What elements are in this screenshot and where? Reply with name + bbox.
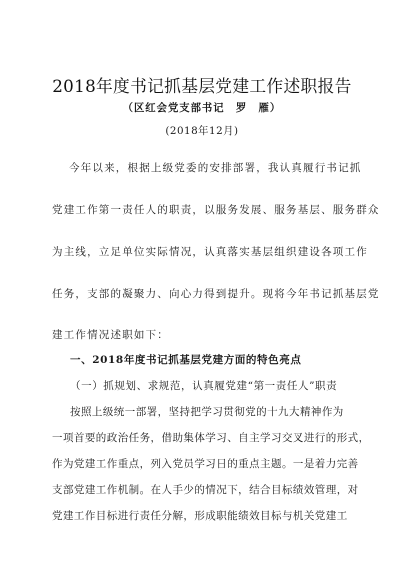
body-line: 党建工作目标进行责任分解，形成职能绩效目标与机关党建工 [52, 510, 348, 522]
document-title: 2018年度书记抓基层党建工作述职报告 [52, 77, 352, 97]
intro-line: 任务，支部的凝聚力、向心力得到提升。现将今年书记抓基层党 [52, 288, 380, 300]
intro-line: 建工作情况述职如下： [52, 329, 169, 341]
intro-line: 为主线，立足单位实际情况，认真落实基层组织建设各项工作 [52, 246, 368, 258]
intro-line: 党建工作第一责任人的职责，以服务发展、服务基层、服务群众 [52, 204, 380, 216]
body-line: 按照上级统一部署，坚持把学习贯彻党的十九大精神作为 [70, 406, 344, 418]
body-line: 作为党建工作重点，列入党员学习日的重点主题。一是着力完善 [52, 458, 359, 470]
document-date: (2018年12月) [165, 125, 239, 137]
section-heading: 一、2018年度书记抓基层党建方面的特色亮点 [70, 354, 302, 366]
subsection-heading: （一）抓规划、求规范，认真履党建“第一责任人”职责 [70, 380, 338, 392]
intro-line: 今年以来，根据上级党委的安排部署，我认真履行书记抓 [69, 162, 362, 174]
document-author: （区红会党支部书记 罗 雁） [122, 102, 282, 114]
body-line: 一项首要的政治任务，借助集体学习、自主学习交叉进行的形式， [52, 432, 370, 444]
body-line: 支部党建工作机制。在人手少的情况下，结合目标绩效管理，对 [52, 484, 359, 496]
